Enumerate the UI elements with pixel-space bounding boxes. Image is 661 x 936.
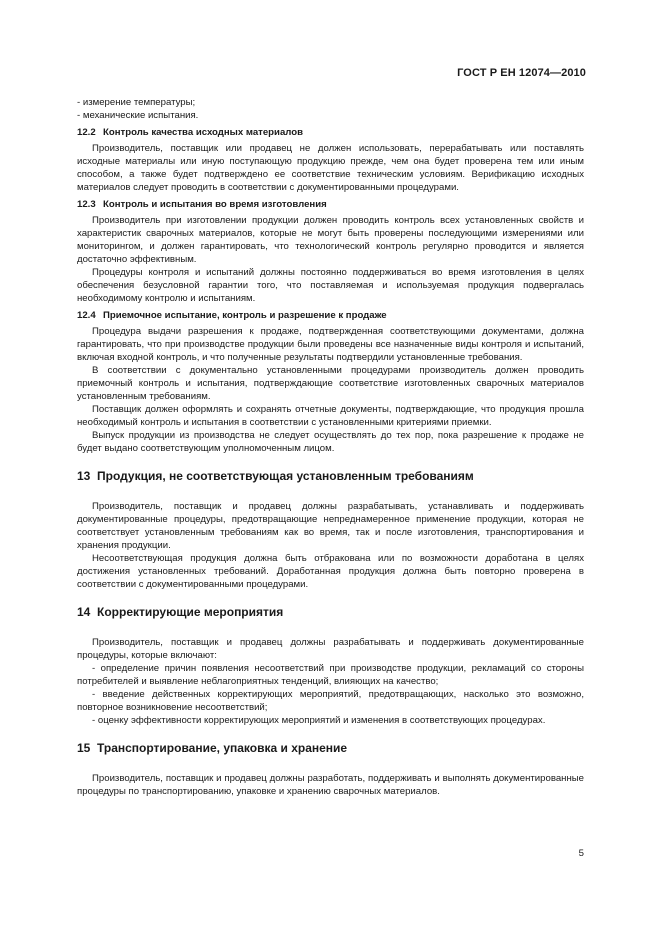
section-heading-13 bbox=[77, 470, 584, 483]
page-content bbox=[77, 96, 584, 798]
list-item: - оценку эффективности корректирующих мероприятий и изменения в соответствующих процедурах. bbox=[92, 715, 546, 726]
subsection-heading-12-4 bbox=[77, 309, 584, 322]
list-item: - измерение температуры; bbox=[77, 97, 196, 108]
paragraph: Процедуры контроля и испытаний должны постоянно поддерживаться во время изготовления в целях обеспечения безусловной гарантии того, что поставляемая и используемая продукция подвергалась необходимому контролю и испытаниям. bbox=[77, 267, 584, 304]
section-number: 15 bbox=[77, 741, 91, 755]
paragraph: Производитель при изготовлении продукции должен проводить контроль всех установленных свойств и характеристик сварочных материалов, которые не могут быть проверены последующими измерениями или мониторингом, и должен гарантировать, что технологический контроль регулярно проводится и является достаточно эффективным. bbox=[77, 215, 584, 265]
page-number: 5 bbox=[578, 848, 584, 859]
subsection-number: 12.2 bbox=[77, 127, 96, 138]
section-title: Продукция, не соответствующая установленным требованиям bbox=[97, 469, 474, 483]
section-number: 14 bbox=[77, 605, 91, 619]
section-heading-15 bbox=[77, 742, 584, 755]
paragraph: Производитель, поставщик или продавец не должен использовать, перерабатывать или поставлять исходные материалы или иную поступающую продукцию прежде, чем она будет проверена тем или иным способом, а также будет подтверждено ее соответствие техническим условиям. Верификацию исходных материалов следует проводить в соответствии с документированными процедурами. bbox=[77, 143, 584, 193]
paragraph: Несоответствующая продукция должна быть отбракована или по возможности доработана в целях достижения установленных требований. Доработанная продукция должна быть повторно проверена в соответствии с документированными процедурами. bbox=[77, 553, 584, 590]
paragraph: Производитель, поставщик и продавец должны разрабатывать, устанавливать и поддерживать документированные процедуры, предотвращающие непреднамеренное применение продукции, которая не соответствует установленным требованиям как во время, так и после изготовления, транспортирования и хранения продукции. bbox=[77, 501, 584, 551]
subsection-title: Контроль качества исходных материалов bbox=[103, 127, 304, 138]
paragraph: В соответствии с документально установленными процедурами производитель должен проводить приемочный контроль и испытания, подтверждающие соответствие изготовленных сварочных материалов установленным требованиям. bbox=[77, 365, 584, 402]
list-item: - определение причин появления несоответствий при производстве продукции, рекламаций со стороны потребителей и выявление неблагоприятных тенденций, влияющих на качество; bbox=[77, 663, 584, 687]
paragraph: Процедура выдачи разрешения к продаже, подтвержденная соответствующими документами, должна гарантировать, что при производстве продукции были проведены все назначенные виды контроля и испытаний, включая входной контроль, и что полученные результаты подтвердили установленные требования. bbox=[77, 326, 584, 363]
subsection-number: 12.4 bbox=[77, 310, 96, 321]
paragraph: Выпуск продукции из производства не следует осуществлять до тех пор, пока разрешение к продаже не будет выдано соответствующим уполномоченным лицом. bbox=[77, 430, 584, 454]
section-title: Транспортирование, упаковка и хранение bbox=[97, 741, 348, 755]
subsection-number: 12.3 bbox=[77, 199, 96, 210]
section-number: 13 bbox=[77, 469, 91, 483]
paragraph: Производитель, поставщик и продавец должны разработать, поддерживать и выполнять документированные процедуры по транспортированию, упаковке и хранению сварочных материалов. bbox=[77, 773, 584, 797]
paragraph: Производитель, поставщик и продавец должны разрабатывать и поддерживать документированные процедуры, которые включают: bbox=[77, 637, 584, 661]
subsection-title: Контроль и испытания во время изготовления bbox=[103, 199, 327, 210]
subsection-title: Приемочное испытание, контроль и разрешение к продаже bbox=[103, 310, 387, 321]
section-title: Корректирующие мероприятия bbox=[97, 605, 284, 619]
paragraph: Поставщик должен оформлять и сохранять отчетные документы, подтверждающие, что продукция прошла необходимый контроль и испытания в соответствии с установленными критериями приемки. bbox=[77, 404, 584, 428]
subsection-heading-12-3 bbox=[77, 198, 584, 211]
section-heading-14 bbox=[77, 606, 584, 619]
document-id-header: ГОСТ Р ЕН 12074—2010 bbox=[457, 67, 586, 79]
list-item: - введение действенных корректирующих мероприятий, предотвращающих, насколько это возможно, повторное возникновение несоответствий; bbox=[77, 689, 584, 713]
list-item: - механические испытания. bbox=[77, 110, 199, 121]
subsection-heading-12-2 bbox=[77, 126, 584, 139]
